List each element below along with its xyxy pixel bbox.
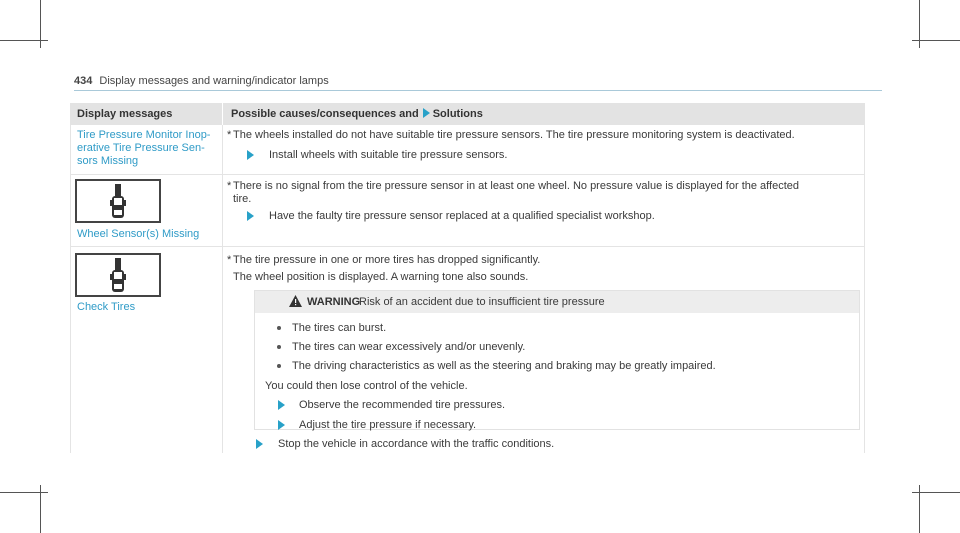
table-row-cause: * There is no signal from the tire pressure sensor in at least one wheel. No pressure value is displayed for the affected tire.	[227, 180, 799, 205]
section-title: Display messages and warning/indicator lamps	[99, 75, 329, 87]
arrow-right-icon	[247, 211, 254, 221]
row-divider	[70, 174, 865, 175]
tire-pressure-car-icon	[75, 179, 161, 223]
table-header	[70, 103, 865, 125]
bullet-asterisk: *	[227, 180, 232, 192]
arrow-right-icon	[423, 108, 430, 118]
arrow-right-icon	[247, 150, 254, 160]
warning-box: WARNING Risk of an accident due to insufficient tire pressure The tires can burst. The tires can wear excessively and/or unevenly. The driving characteristics as well as the steering and braking may be greatly impaired. You could then lose control of the vehicle. Observe the recommended tire pressures. Adjust the tire pressure if necessary.	[254, 290, 860, 430]
crop-mark	[912, 492, 960, 493]
col-header-causes: Possible causes/consequences and Solutions	[231, 108, 483, 120]
bullet-asterisk: *	[227, 254, 232, 266]
row-divider	[70, 246, 865, 247]
header-divider	[74, 90, 882, 91]
warning-triangle-icon	[289, 295, 302, 307]
table-row-cause: * The wheels installed do not have suitable tire pressure sensors. The tire pressure monitoring system is deactivated.	[227, 129, 795, 141]
warning-header	[255, 291, 859, 313]
bullet-asterisk: *	[227, 129, 232, 141]
crop-mark	[912, 40, 960, 41]
warning-note: You could then lose control of the vehicle.	[265, 380, 468, 392]
page-header	[74, 75, 329, 87]
arrow-right-icon	[278, 400, 285, 410]
table-row-message: Wheel Sensor(s) Missing	[77, 228, 200, 240]
table-row-cause: * The tire pressure in one or more tires has dropped significantly. The wheel position is displayed. A warning tone also sounds.	[227, 254, 541, 283]
crop-mark	[0, 40, 48, 41]
tire-pressure-car-icon	[75, 253, 161, 297]
display-messages-table: Display messages Possible causes/consequences and Solutions Tire Pressure Monitor Inop- erative Tire Pressure Sen- sors Missing * The wheels installed do not have suitable tire pressure sensors. The tire pressure monitoring system is deactivated. Install wheels with suitable tire pressure sensors. Wheel Sensor(s) Missing * There is no signal from the tire pressure sensor in at least one wheel. No pressure value is displayed for the affected tire. Have the faulty tire pressure sensor replaced at a qualified specialist workshop. Check Tires * The tire pressure in one or more tires has dropped significantly. The wheel position is displayed. A warning tone also sounds. WARNING Risk of an accident due to insufficient tire pressure The tires can burst. The tires can wear excessively and/or unevenly. The driving characteristics as well as the steering and braking may be greatly impaired. You could then lose control of the vehicle. Observe the recommended tire pressures. Adjust the tire pressure if necessary. Stop the vehicle in accordance with the traffic conditions.	[70, 103, 865, 453]
warning-label: WARNING	[307, 296, 361, 308]
table-row-message: Tire Pressure Monitor Inop- erative Tire Pressure Sen- sors Missing	[77, 129, 211, 167]
col-header-display-messages: Display messages	[77, 108, 173, 120]
arrow-right-icon	[256, 439, 263, 449]
table-row-message: Check Tires	[77, 301, 136, 313]
crop-mark	[0, 492, 48, 493]
arrow-right-icon	[278, 420, 285, 430]
page-number: 434	[74, 75, 93, 87]
warning-title: Risk of an accident due to insufficient tire pressure	[359, 296, 605, 308]
header-separator	[222, 103, 223, 125]
